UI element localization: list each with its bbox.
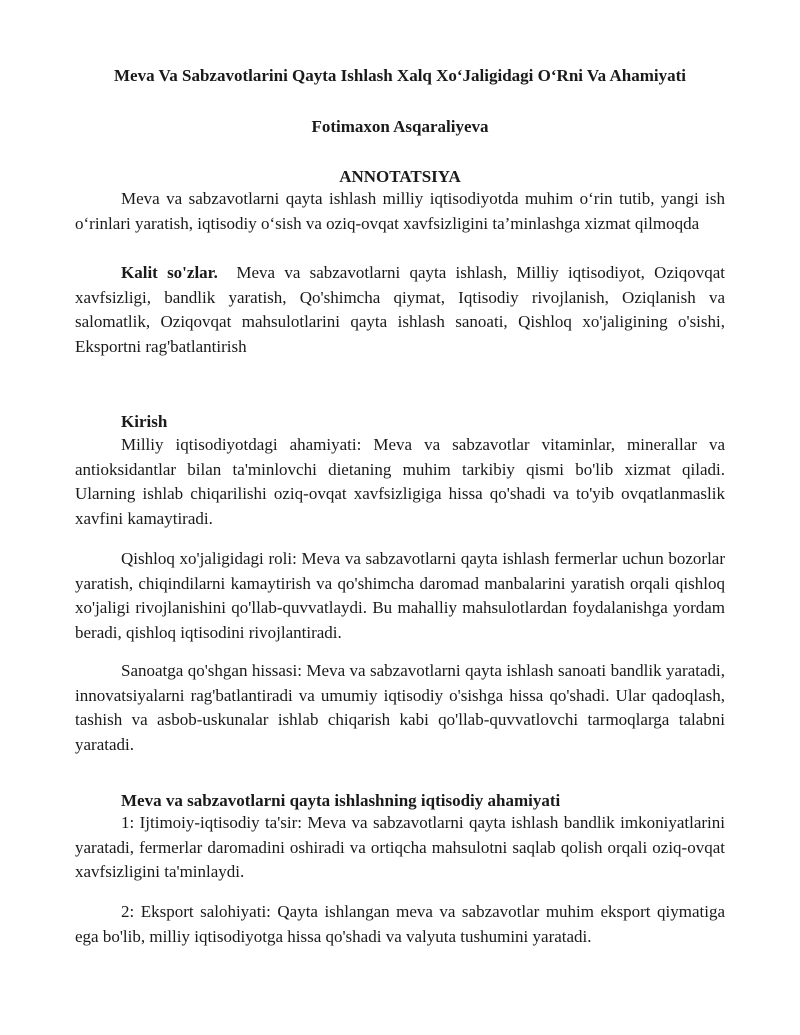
- annotation-heading: ANNOTATSIYA: [339, 167, 461, 186]
- intro-paragraph-1: Milliy iqtisodiyotdagi ahamiyati: Meva va sabzavotlar vitaminlar, minerallar va antioksidantlar bilan ta'minlovchi dietaning muhim tarkibiy qismi bo'lib xizmat qiladi. Ularning ishlab chiqarilishi oziq-ovqat xavfsizligiga hissa qo'shadi va to'yib ovqatlanmaslik xavfini kamaytiradi.: [75, 435, 725, 528]
- paper-title: Meva Va Sabzavotlarini Qayta Ishlash Xalq Xo‘Jaligidagi O‘Rni Va Ahamiyati: [114, 66, 686, 85]
- keywords-paragraph: [75, 261, 725, 359]
- keywords-label: Kalit so'zlar.: [121, 263, 218, 282]
- economic-heading: Meva va sabzavotlarni qayta ishlashning iqtisodiy ahamiyati: [121, 791, 561, 810]
- intro-heading: Kirish: [121, 412, 168, 431]
- keywords-text: Meva va sabzavotlarni qayta ishlash, Milliy iqtisodiyot, Oziqovqat xavfsizligi, bandlik yaratish, Qo'shimcha qiymat, Iqtisodiy rivojlanish, Oziqlanish va salomatlik, Oziqovqat mahsulotlarini qayta ishlash sanoati, Qishloq xo'jaligining o'sishi, Eksportni rag'batlantirish: [75, 263, 725, 356]
- economic-paragraph-2: 2: Eksport salohiyati: Qayta ishlangan meva va sabzavotlar muhim eksport qiymatiga ega bo'lib, milliy iqtisodiyotga hissa qo'shadi va valyuta tushumini yaratadi.: [75, 902, 725, 946]
- annotation-text: Meva va sabzavotlarni qayta ishlash milliy iqtisodiyotda muhim o‘rin tutib, yangi ish o‘rinlari yaratish, iqtisodiy o‘sish va oziq-ovqat xavfsizligini ta’minlashga xizmat qilmoqda: [75, 189, 725, 233]
- intro-paragraph-3: Sanoatga qo'shgan hissasi: Meva va sabzavotlarni qayta ishlash sanoati bandlik yaratadi, innovatsiyalarni rag'batlantiradi va umumiy iqtisodiy o'sishga hissa qo'shadi. Ular qadoqlash, tashish va asbob-uskunalar ishlab chiqarish kabi qo'llab-quvvatlovchi tarmoqlarga talabni yaratadi.: [75, 661, 725, 754]
- author-name: Fotimaxon Asqaraliyeva: [311, 117, 489, 136]
- intro-paragraph-2: Qishloq xo'jaligidagi roli: Meva va sabzavotlarni qayta ishlash fermerlar uchun bozorlar yaratish, chiqindilarni kamaytirish va qo'shimcha daromad manbalarini yaratish orqali qishloq xo'jaligi rivojlanishini qo'llab-quvvatlaydi. Bu mahalliy mahsulotlardan foydalanishga yordam beradi, qishloq iqtisodini rivojlantiradi.: [75, 549, 725, 642]
- economic-paragraph-1: 1: Ijtimoiy-iqtisodiy ta'sir: Meva va sabzavotlarni qayta ishlash bandlik imkoniyatlarini yaratadi, fermerlar daromadini oshiradi va ortiqcha mahsulotni saqlab qolish orqali oziq-ovqat xavfsizligini ta'minlaydi.: [75, 813, 725, 881]
